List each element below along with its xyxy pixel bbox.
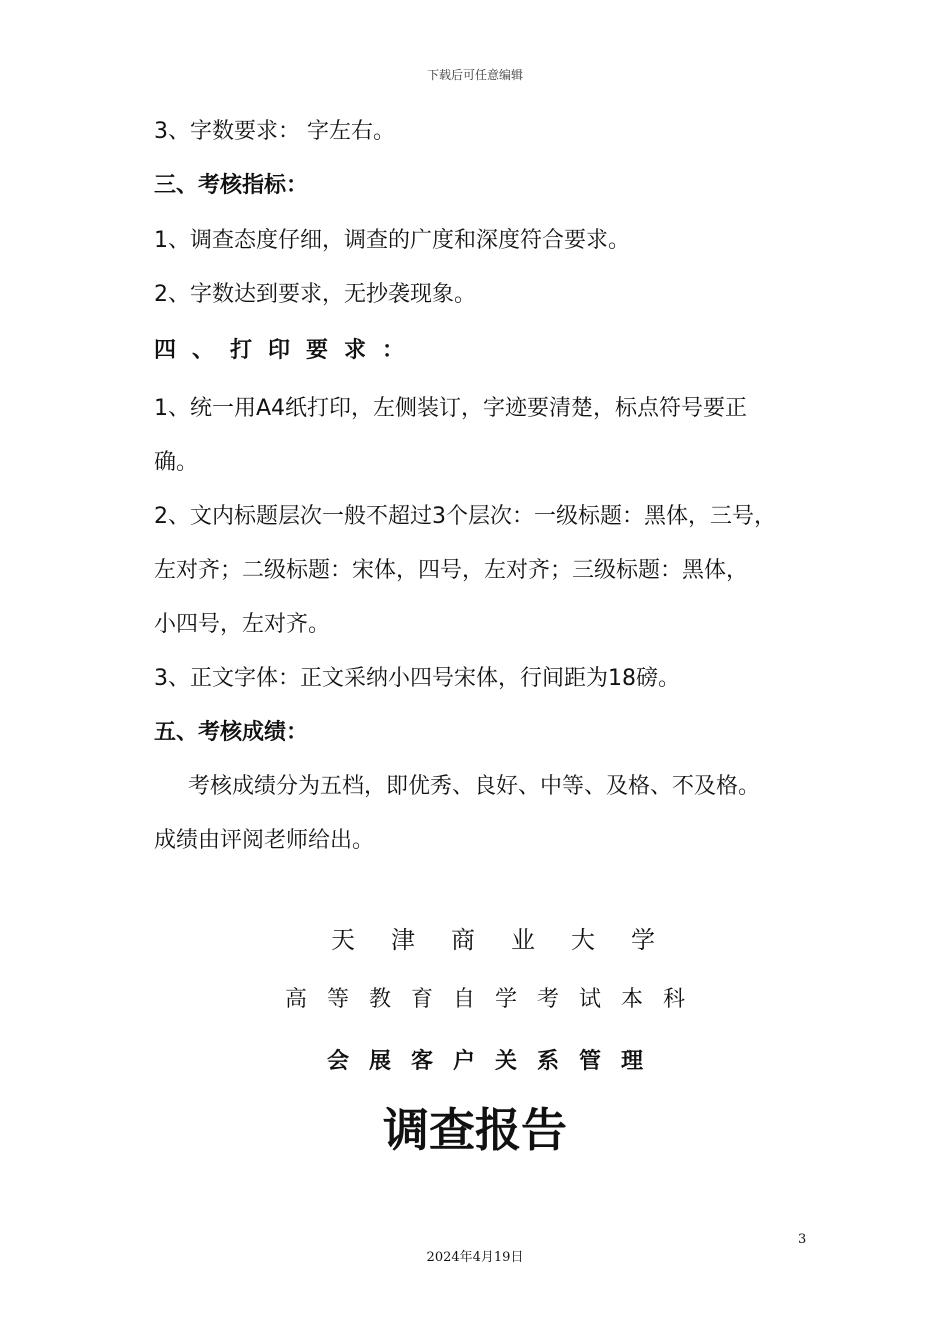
cover-course-title: 会展客户关系管理 [326, 1049, 663, 1074]
section-heading-print-requirements: 四、打印要求： [154, 338, 421, 363]
page-header: 下载后可任意编辑 [426, 68, 523, 82]
cover-report-title: 调查报告 [383, 1103, 567, 1157]
print-item-1: 1、统一用A4纸打印，左侧装订，字迹要清楚，标点符号要正 [154, 396, 748, 421]
section-heading-assessment-criteria: 三、考核指标： [154, 173, 309, 198]
print-item-2-continued-b: 小四号，左对齐。 [154, 612, 331, 637]
print-item-2: 2、文内标题层次一般不超过3个层次：一级标题：黑体，三号， [154, 504, 776, 529]
criteria-item-2: 2、字数达到要求，无抄袭现象。 [154, 282, 476, 307]
section-heading-grades: 五、考核成绩： [154, 720, 309, 745]
criteria-item-1: 1、调查态度仔细，调查的广度和深度符合要求。 [154, 228, 630, 253]
grades-paragraph: 考核成绩分为五档，即优秀、良好、中等、及格、不及格。 [188, 774, 761, 799]
page-number: 3 [798, 1232, 807, 1247]
print-item-3: 3、正文字体：正文采纳小四号宋体，行间距为18磅。 [154, 666, 680, 691]
cover-exam-program: 高等教育自学考试本科 [284, 987, 705, 1012]
print-item-2-continued-a: 左对齐；二级标题：宋体，四号，左对齐；三级标题：黑体， [154, 558, 749, 583]
grades-paragraph-continued: 成绩由评阅老师给出。 [154, 828, 375, 853]
footer-date: 2024年4月19日 [426, 1250, 524, 1265]
word-count-requirement: 3、字数要求： 字左右。 [154, 119, 395, 144]
print-item-1-continued: 确。 [154, 450, 199, 475]
cover-university: 天津商业大学 [331, 926, 691, 954]
